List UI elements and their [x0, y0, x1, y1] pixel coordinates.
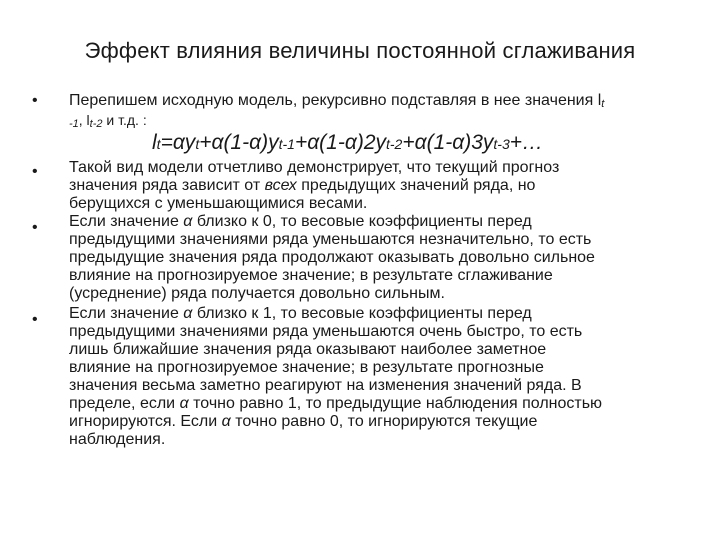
text-line: (усреднение) ряда получается довольно сильным. — [69, 285, 445, 302]
emphasis: α — [183, 305, 193, 322]
text-line: значения весьма заметно реагируют на изменения значений ряда. В — [69, 377, 582, 394]
text-run: точно равно 1, то предыдущие наблюдения полностью — [188, 395, 603, 412]
text-run: близко к 0, то весовые коэффициенты перед — [192, 213, 532, 230]
text-line — [69, 395, 709, 413]
text-line: Такой вид модели отчетливо демонстрирует, что текущий прогноз — [69, 159, 560, 176]
text-run: и т.д. : — [102, 112, 147, 128]
text-line: влияние на прогнозируемое значение; в результате прогнозные — [69, 359, 544, 376]
subscript: -1 — [69, 118, 79, 130]
text-line: предыдущие значения ряда продолжают оказывать довольно сильное — [69, 249, 595, 266]
text-line — [69, 177, 709, 195]
formula-term: +α(1-α)y — [199, 131, 279, 154]
text-run: точно равно 0, то игнорируются текущие — [230, 413, 538, 430]
text-line: лишь ближайшие значения ряда оказывают наиболее заметное — [69, 341, 547, 358]
bullet-marker: • — [32, 311, 38, 328]
slide-title: Эффект влияния величины постоянной сглаживания — [84, 38, 636, 63]
bullet-item-alpha-near-one — [69, 305, 709, 449]
subscript: t-1 — [278, 136, 295, 152]
text-line: предыдущими значениями ряда уменьшаются незначительно, то есть — [69, 231, 592, 248]
text-line: предыдущими значениями ряда уменьшаются очень быстро, то есть — [69, 323, 583, 340]
text-run: Перепишем исходную модель, рекурсивно подставляя в нее значения l — [69, 92, 602, 109]
bullet-marker: • — [32, 163, 38, 180]
text-run: игнорируются. Если — [69, 413, 222, 430]
formula-term: +α(1-α)3y — [402, 131, 494, 154]
formula-term: l — [152, 131, 157, 154]
text-run: предыдущих значений ряда, но — [296, 177, 536, 194]
subscript: t — [601, 98, 605, 110]
bullet-item-alpha-near-zero — [69, 213, 709, 303]
text-line — [69, 111, 709, 131]
text-line — [69, 213, 709, 231]
text-run: значения ряда зависит от — [69, 177, 265, 194]
emphasis: всех — [264, 177, 297, 194]
text-run: , l — [78, 112, 90, 128]
formula-term: =αy — [160, 131, 196, 154]
emphasis: α — [221, 413, 231, 430]
text-line: наблюдения. — [69, 431, 166, 448]
subscript: t — [195, 136, 200, 152]
text-run: близко к 1, то весовые коэффициенты перед — [192, 305, 532, 322]
text-line: берущихся с уменьшающимися весами. — [69, 195, 368, 212]
subscript: t-2 — [386, 136, 403, 152]
emphasis: α — [183, 213, 193, 230]
text-line — [69, 92, 709, 111]
bullet-item-recursion — [69, 92, 709, 131]
bullet-marker: • — [32, 219, 38, 236]
text-line: влияние на прогнозируемое значение; в результате сглаживание — [69, 267, 553, 284]
text-line — [69, 305, 709, 323]
subscript: t — [156, 136, 161, 152]
bullet-marker: • — [32, 92, 38, 109]
text-run: Если значение — [69, 305, 184, 322]
smoothing-formula — [152, 131, 543, 155]
formula-term: +α(1-α)2y — [294, 131, 386, 154]
subscript: t-2 — [89, 118, 103, 130]
text-line — [69, 413, 709, 431]
emphasis: α — [179, 395, 189, 412]
formula-term: +… — [509, 131, 544, 154]
text-run: пределе, если — [69, 395, 180, 412]
subscript: t-3 — [493, 136, 510, 152]
text-run: Если значение — [69, 213, 184, 230]
bullet-item-model-view — [69, 159, 709, 213]
